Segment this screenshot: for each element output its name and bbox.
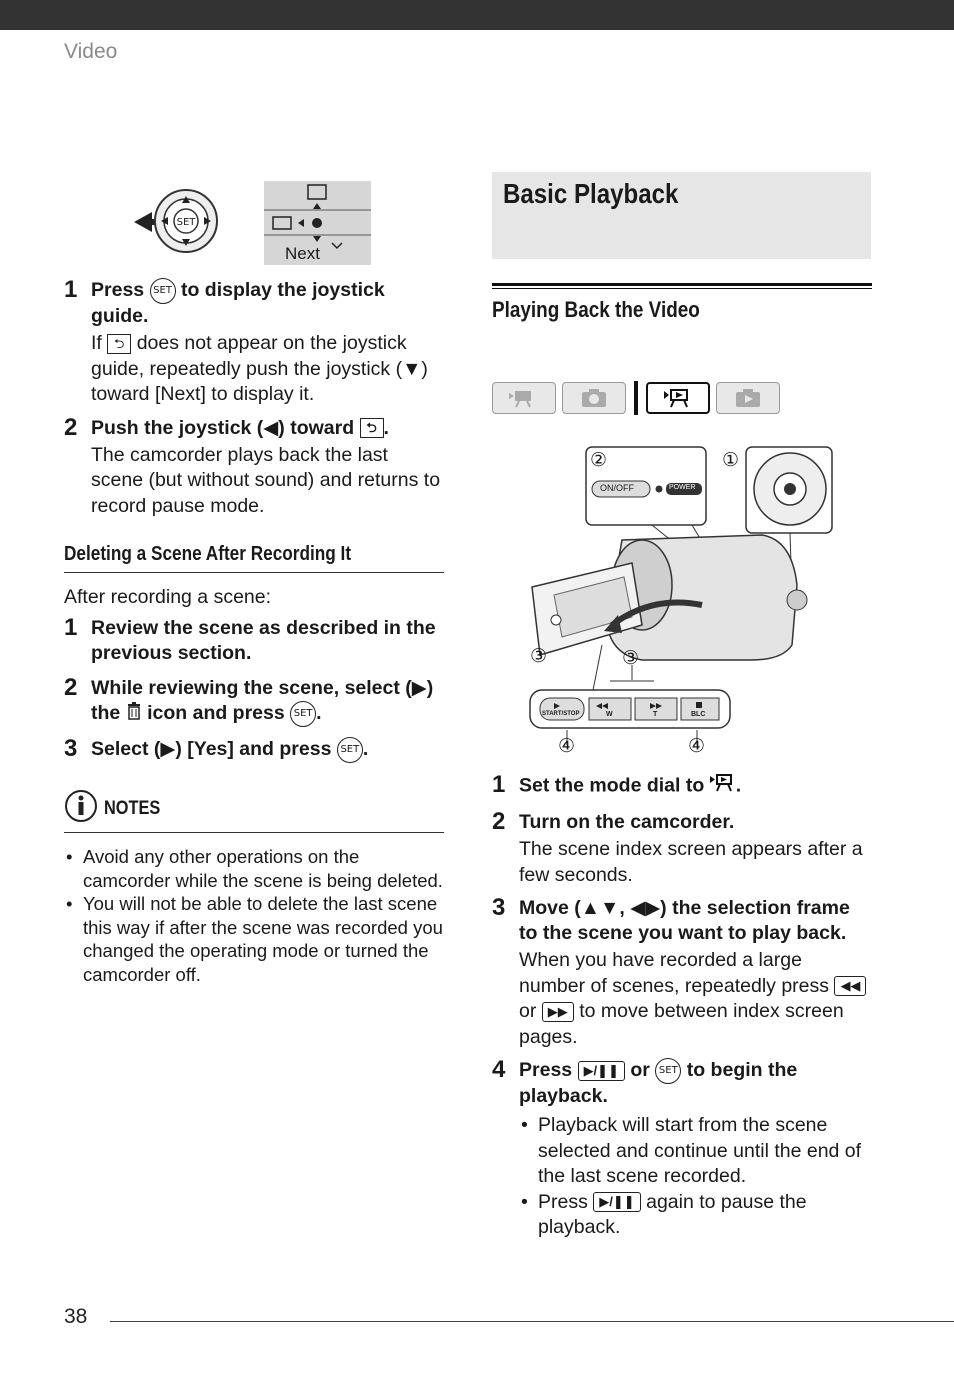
callout-number: ③ (622, 648, 640, 669)
callout-number: ① (722, 450, 740, 471)
step-text-part: When you have recorded a large number of scenes, repeatedly press (519, 949, 830, 997)
step-title-part: . (362, 738, 369, 761)
play-pause-key-icon: ▶/❚❚ (578, 1061, 625, 1081)
step-title-part: . (735, 774, 742, 797)
bullet-text-part: Press (538, 1190, 588, 1213)
step-title-part: Select (▶) [Yes] and press (91, 738, 332, 761)
step-title (519, 1058, 872, 1109)
svg-text:SET: SET (176, 217, 196, 228)
step-title-part: While reviewing the scene, select (▶) the (91, 677, 434, 725)
delete-step-2 (64, 676, 444, 727)
step-title-part: . (316, 702, 322, 725)
step-number: 2 (64, 413, 78, 441)
left-column (64, 180, 444, 986)
page-title-box (492, 172, 871, 259)
list-item: • Playback will start from the scene selected and continue until the end of the last scene recorded. (519, 1113, 872, 1190)
callout-number: ④ (558, 736, 576, 757)
page-number: 38 (64, 1305, 88, 1328)
photo-record-mode-icon (562, 382, 626, 414)
step-title-part: to begin the playback. (519, 1059, 798, 1107)
set-button-icon: SET (150, 278, 176, 304)
movie-record-mode-icon (492, 382, 556, 414)
step-title (91, 676, 444, 727)
right-column (492, 172, 872, 1241)
footer-rule (110, 1321, 954, 1322)
step-number: 3 (64, 735, 78, 762)
step-title-part: Press (91, 279, 145, 302)
list-item: • You will not be able to delete the last scene this way if after the scene was recorded you changed the operating mode or turned the camcorder off. (64, 892, 444, 986)
on-off-label: ON/OFF (600, 483, 634, 493)
rewind-key-icon: ◀◀ (834, 976, 866, 996)
movie-playback-mode-icon (710, 773, 736, 800)
fast-forward-key-icon: ▶▶ (542, 1002, 574, 1022)
joystick-guide-icon (64, 180, 374, 270)
callout-number: ② (590, 450, 608, 471)
step-number: 1 (492, 771, 506, 798)
step-number: 2 (64, 674, 78, 701)
playback-return-icon: ⮌ (107, 334, 131, 354)
camcorder-illustration (492, 445, 872, 765)
top-bar (0, 0, 954, 30)
blc-label: BLC (691, 711, 706, 718)
notes-heading (64, 789, 444, 833)
play-pause-key-icon: ▶/❚❚ (593, 1192, 640, 1212)
step-number: 2 (492, 808, 506, 835)
mode-separator (634, 381, 638, 415)
bullet-text-part: again to pause the playback. (538, 1190, 807, 1238)
step-title: Turn on the camcorder. (519, 811, 735, 833)
step-title-part: Push the joystick (◀) toward (91, 416, 355, 439)
step-number: 4 (492, 1056, 506, 1083)
list-item: • Avoid any other operations on the camcorder while the scene is being deleted. (64, 845, 444, 892)
step-number: 1 (64, 614, 78, 641)
step-text-part: to move between index screen pages. (519, 1000, 844, 1048)
section-label: Video (64, 40, 118, 63)
set-button-icon: SET (337, 737, 363, 763)
trash-icon (126, 702, 142, 727)
section-subtitle (492, 297, 872, 323)
set-button-icon: SET (655, 1058, 681, 1084)
delete-section-heading (64, 543, 444, 573)
start-stop-label: START/STOP (542, 711, 580, 717)
heading-text: Deleting a Scene After Recording It (64, 543, 352, 565)
playback-step-4 (492, 1058, 872, 1241)
joystick-illustration (64, 180, 444, 270)
step-title: Review the scene as described in the previous section. (91, 617, 436, 664)
step-title (91, 737, 444, 763)
page-title: Basic Playback (503, 178, 679, 209)
callout-number: ④ (688, 736, 706, 757)
movie-playback-mode-icon (646, 382, 710, 414)
subtitle-text: Playing Back the Video (492, 297, 700, 322)
list-item (519, 1190, 872, 1241)
callout-number: ③ (530, 646, 548, 667)
step-text-part: or (519, 1000, 537, 1022)
playback-return-icon: ⮌ (360, 418, 384, 438)
power-label: POWER (669, 484, 696, 491)
playback-bullets (519, 1113, 872, 1241)
delete-step-1 (64, 616, 444, 666)
step-number: 1 (64, 276, 78, 303)
step-text (91, 331, 444, 408)
step-number: 3 (492, 894, 506, 921)
step-title (519, 773, 872, 800)
step-text: The camcorder plays back the last scene (but without sound) and returns to record pause mode. (91, 443, 441, 517)
info-icon (64, 789, 98, 828)
photo-playback-mode-icon (716, 382, 780, 414)
step-2 (64, 413, 444, 520)
notes-list (64, 845, 444, 986)
step-text (519, 948, 872, 1050)
step-title-part: Set the mode dial to (519, 774, 705, 797)
step-title-part: Press (519, 1059, 573, 1082)
step-title (91, 278, 444, 329)
step-title-part: . (383, 416, 389, 439)
mode-indicator-row (492, 381, 872, 415)
step-title-part: or (630, 1059, 650, 1082)
step-text-part: does not appear on the joystick guide, repeatedly push the joystick (▼) toward [Next] to display it. (91, 332, 428, 405)
playback-step-2 (492, 810, 872, 888)
step-text-part: If (91, 332, 102, 354)
zoom-w-label: W (606, 711, 613, 718)
camcorder-icon (492, 445, 872, 765)
step-title (91, 416, 444, 441)
zoom-t-label: T (653, 711, 658, 718)
step-title: Move (▲▼, ◀▶) the selection frame to the scene you want to play back. (519, 897, 850, 944)
playback-step-3 (492, 896, 872, 1050)
step-title-part: icon and press (147, 702, 285, 725)
step-title-part: to display the joystick guide. (91, 279, 385, 327)
set-button-icon: SET (290, 701, 316, 727)
notes-title: NOTES (104, 797, 161, 819)
delete-step-3 (64, 737, 444, 763)
next-label: Next (285, 244, 320, 263)
playback-step-1 (492, 773, 872, 800)
delete-intro: After recording a scene: (64, 586, 272, 608)
step-1 (64, 278, 444, 408)
step-text: The scene index screen appears after a few seconds. (519, 838, 863, 886)
divider (492, 283, 872, 289)
